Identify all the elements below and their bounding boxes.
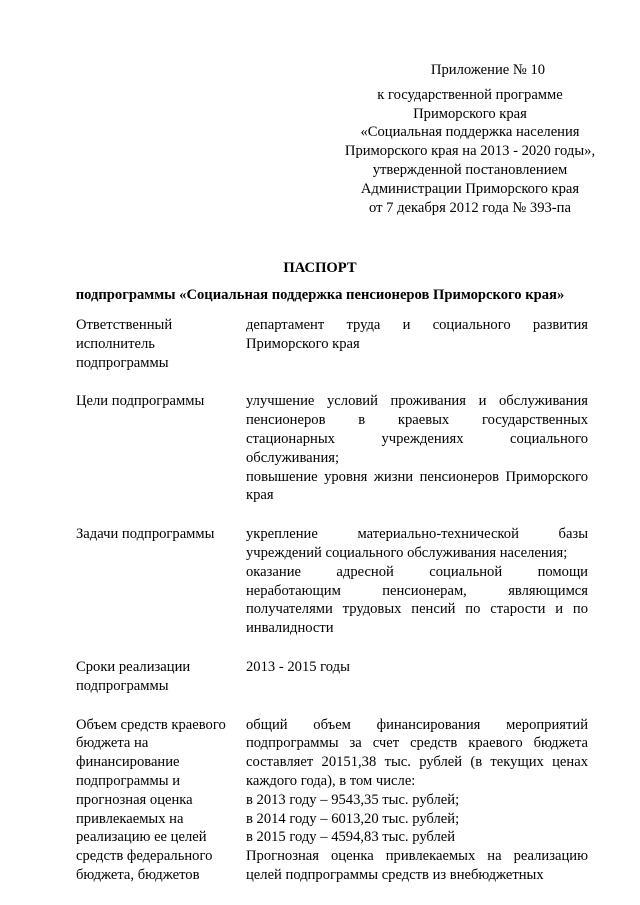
row-value [246,316,588,372]
passport-table [76,316,588,905]
value-paragraph: общий объем финансирования мероприятий подпрограммы за счет средств краевого бюджета составляет 20151,38 тыс. рублей (в текущих ценах каждого года), в том числе: [246,716,588,789]
row-value [246,392,588,505]
approval-line: утвержденной постановлением [372,161,568,178]
approval-line: Администрации Приморского края [360,180,580,197]
approval-block [318,61,622,217]
value-paragraph: в 2015 году – 4594,83 тыс. рублей [246,829,456,846]
row-value [246,658,588,696]
value-paragraph: Прогнозная оценка привлекаемых на реализацию целей подпрограммы средств из внебюджетных [246,848,588,883]
value-paragraph: укрепление материально-технической базы учреждений социального обслуживания населения; [246,526,588,561]
passport-row-timeline [76,658,588,696]
row-label: Цели подпрограммы [76,393,205,410]
value-paragraph: оказание адресной социальной помощи неработающим пенсионерам, являющимся получателями трудовых пенсий по старости и по инвалидности [246,563,588,637]
approval-line: «Социальная поддержка населения [360,124,580,141]
passport-row-tasks [76,525,588,638]
value-paragraph: в 2014 году – 6013,20 тыс. рублей; [246,810,460,827]
passport-row-responsible [76,316,588,372]
value-paragraph: департамент труда и социального развития Приморского края [246,317,588,352]
row-label: Ответственный исполнитель подпрограммы [76,317,173,371]
value-paragraph: повышение уровня жизни пенсионеров Приморского края [246,468,588,504]
row-label: Сроки реализации подпрограммы [76,658,191,694]
row-value [246,716,588,885]
row-label: Задачи подпрограммы [76,526,215,543]
value-paragraph: 2013 - 2015 годы [246,658,350,675]
approval-line: Приморского края на 2013 - 2020 годы», [344,143,596,160]
approval-line: от 7 декабря 2012 года № 393-па [369,199,571,216]
approval-line: к государственной программе [377,86,563,103]
approval-line: Приморского края [413,105,527,122]
appendix-number: Приложение № 10 [430,62,546,78]
document-title: ПАСПОРТ [283,260,357,276]
row-label: Объем средств краевого бюджета на финансирование подпрограммы и прогнозная оценка привлекаемых на реализацию ее целей средств федерального бюджета, бюджетов [76,716,226,883]
value-paragraph: в 2013 году – 9543,35 тыс. рублей; [246,791,460,808]
row-value [246,525,588,638]
passport-row-funding [76,716,588,885]
value-paragraph: улучшение условий проживания и обслуживания пенсионеров в краевых государственных стационарных учреждениях социального обслуживания; [246,393,588,466]
passport-row-goals [76,392,588,505]
document-subtitle: подпрограммы «Социальная поддержка пенсионеров Приморского края» [75,287,565,303]
